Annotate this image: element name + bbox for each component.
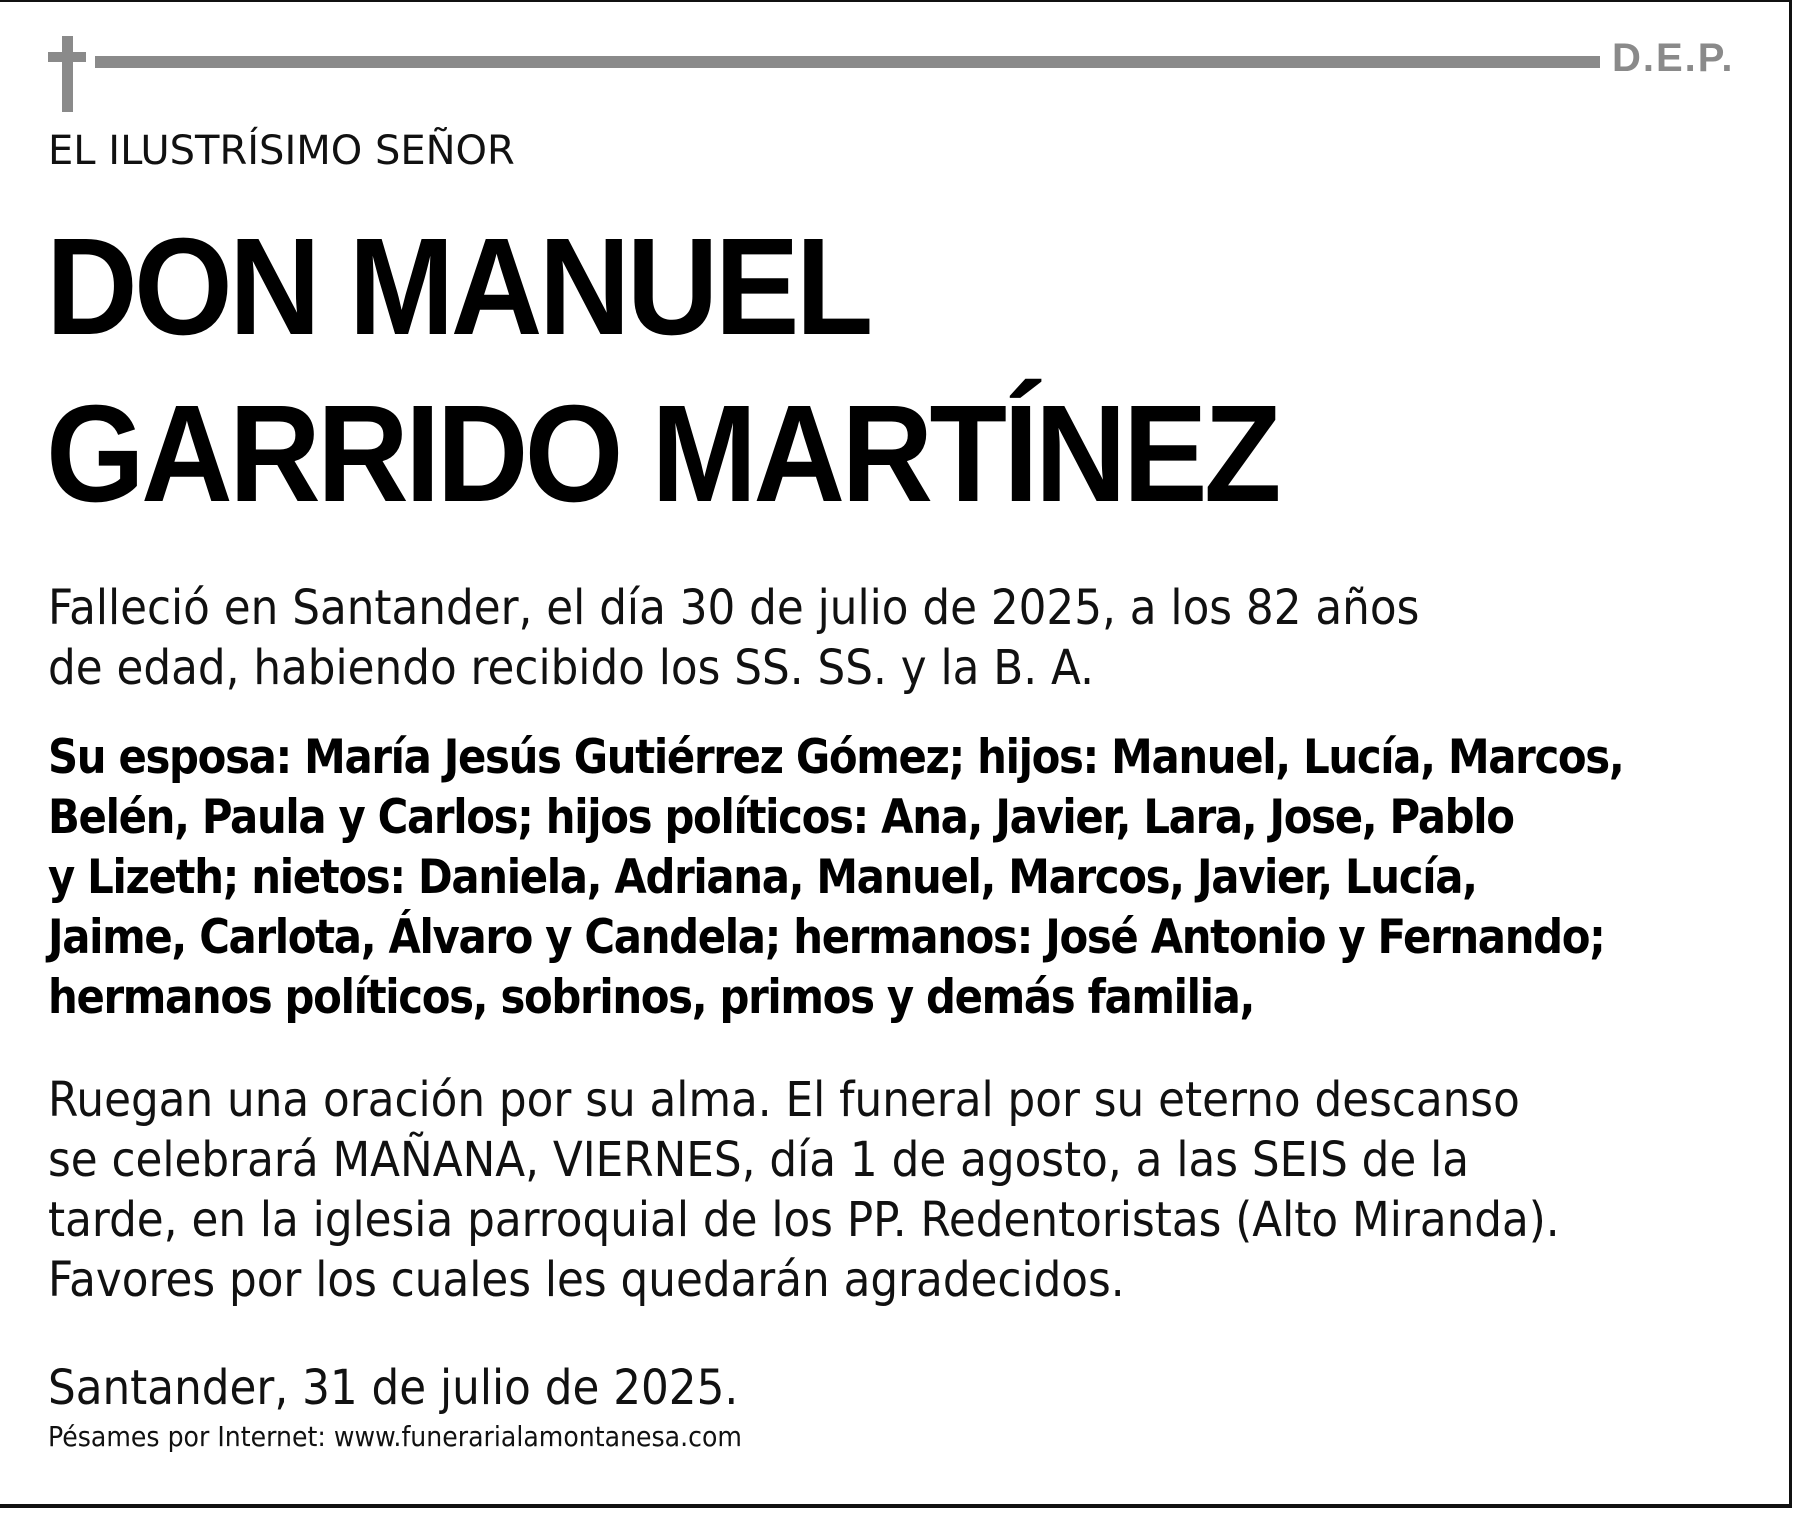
family-line: Su esposa: María Jesús Gutiérrez Gómez; hijos: Manuel, Lucía, Marcos, — [48, 730, 1624, 785]
place-date: Santander, 31 de julio de 2025. — [48, 1360, 739, 1416]
dep-mark: D.E.P. — [1612, 36, 1735, 80]
death-notice — [48, 578, 1419, 698]
deceased-name-line2: GARRIDO MARTÍNEZ — [46, 377, 1278, 531]
family-line: y Lizeth; nietos: Daniela, Adriana, Manuel, Marcos, Javier, Lucía, — [48, 850, 1477, 905]
latin-cross-icon — [48, 36, 86, 112]
family-line: hermanos políticos, sobrinos, primos y demás familia, — [48, 970, 1255, 1025]
header-rule — [95, 56, 1600, 68]
death-notice-line: Falleció en Santander, el día 30 de julio de 2025, a los 82 años — [48, 580, 1420, 636]
funeral-info — [48, 1070, 1560, 1310]
funeral-line: tarde, en la iglesia parroquial de los PP. Redentoristas (Alto Miranda). — [48, 1192, 1560, 1248]
family-list — [48, 728, 1623, 1028]
funeral-line: Favores por los cuales les quedarán agradecidos. — [48, 1252, 1125, 1308]
condolences-link: Pésames por Internet: www.funerarialamontanesa.com — [48, 1420, 742, 1453]
family-line: Jaime, Carlota, Álvaro y Candela; hermanos: José Antonio y Fernando; — [48, 910, 1605, 965]
family-line: Belén, Paula y Carlos; hijos políticos: Ana, Javier, Lara, Jose, Pablo — [48, 790, 1514, 845]
funeral-line: Ruegan una oración por su alma. El funeral por su eterno descanso — [48, 1072, 1520, 1128]
deceased-name-line1: DON MANUEL — [46, 210, 870, 364]
honorific: EL ILUSTRÍSIMO SEÑOR — [48, 128, 515, 174]
funeral-line: se celebrará MAÑANA, VIERNES, día 1 de agosto, a las SEIS de la — [48, 1132, 1470, 1188]
death-notice-line: de edad, habiendo recibido los SS. SS. y la B. A. — [48, 640, 1094, 696]
